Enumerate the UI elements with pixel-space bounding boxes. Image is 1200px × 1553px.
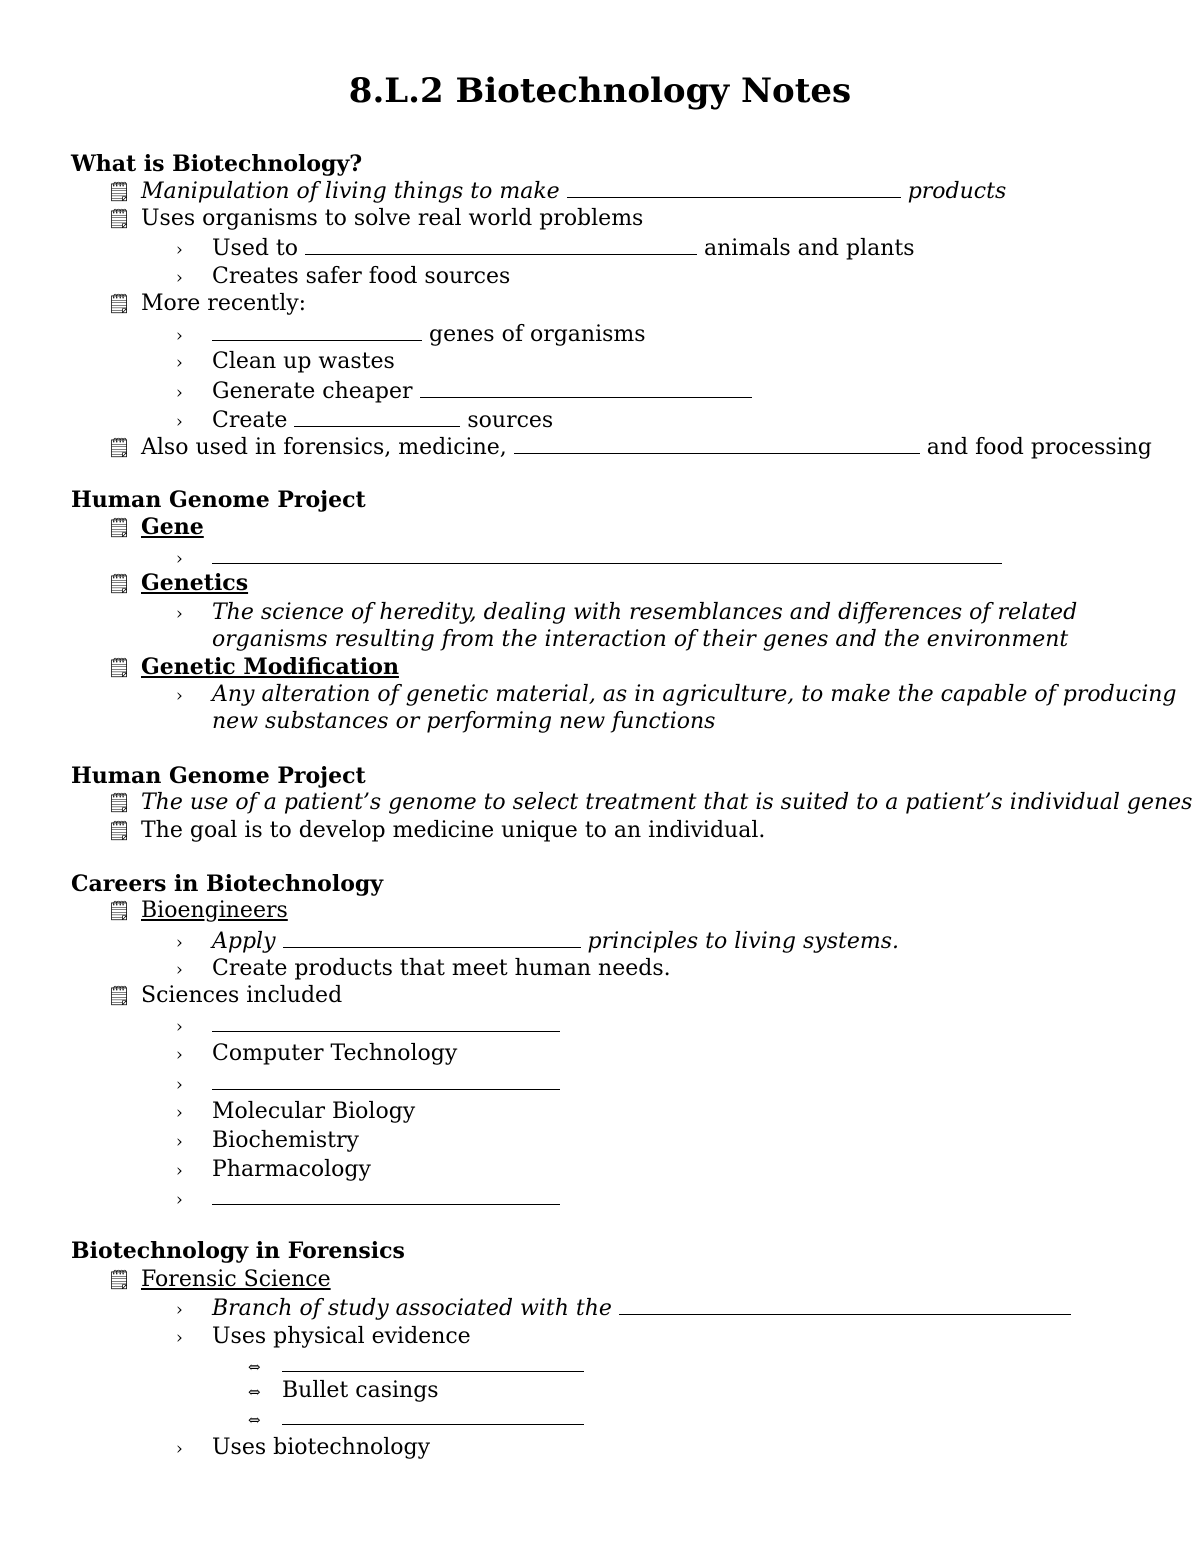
item-text: Create	[212, 408, 288, 433]
notepad-icon: 🗒	[107, 573, 132, 595]
chevron-right-icon: ›	[176, 326, 183, 346]
item-text: Bioengineers	[141, 898, 288, 923]
sub-list-item	[176, 1184, 560, 1212]
item-text: Molecular Biology	[212, 1099, 416, 1124]
item-text: Pharmacology	[212, 1157, 371, 1182]
section-heading-hgp: Human Genome Project	[71, 487, 366, 513]
list-item	[107, 569, 248, 597]
fill-in-blank[interactable]	[282, 1404, 584, 1425]
list-item	[107, 290, 306, 318]
sub-list-item	[176, 681, 1177, 709]
fill-in-blank[interactable]	[294, 406, 460, 427]
chevron-right-icon: ›	[176, 1190, 183, 1210]
chevron-right-icon: ›	[176, 412, 183, 432]
chevron-right-icon: ›	[176, 604, 183, 624]
sub-list-item	[176, 1294, 1071, 1322]
fill-in-blank[interactable]	[619, 1294, 1071, 1315]
fill-in-blank[interactable]	[212, 543, 1002, 564]
sub-list-item	[176, 406, 553, 434]
chevron-right-icon: ›	[176, 383, 183, 403]
notepad-icon: 🗒	[107, 900, 132, 922]
notepad-icon: 🗒	[107, 208, 132, 230]
item-text: Uses biotechnology	[212, 1435, 431, 1460]
item-text: Computer Technology	[212, 1041, 458, 1066]
chevron-right-icon: ›	[176, 1132, 183, 1152]
item-text: products	[907, 179, 1007, 204]
fill-in-blank[interactable]	[305, 234, 697, 255]
double-arrow-icon: ⇔	[248, 1358, 261, 1376]
section-heading-forensics: Biotechnology in Forensics	[71, 1238, 405, 1264]
item-text: Creates safer food sources	[212, 264, 511, 289]
sub-list-item	[176, 955, 671, 983]
sub-list-item	[176, 234, 915, 262]
fill-in-blank[interactable]	[420, 377, 752, 398]
item-text: Forensic Science	[141, 1267, 331, 1292]
list-item	[107, 897, 288, 925]
sub-list-item	[176, 263, 510, 291]
chevron-right-icon: ›	[176, 1161, 183, 1181]
item-text: Manipulation of living things to make	[141, 179, 560, 204]
sub-list-item	[176, 348, 395, 376]
chevron-right-icon: ›	[176, 686, 183, 706]
section-heading-hgp-2: Human Genome Project	[71, 763, 366, 789]
item-text: Uses organisms to solve real world problems	[141, 206, 644, 231]
chevron-right-icon: ›	[176, 240, 183, 260]
list-item	[107, 433, 1152, 461]
item-text: Create products that meet human needs.	[212, 956, 671, 981]
sub-list-item	[176, 1098, 415, 1126]
chevron-right-icon: ›	[176, 1045, 183, 1065]
item-text: Used to	[212, 236, 299, 261]
item-text: Biochemistry	[212, 1128, 359, 1153]
list-item	[107, 1266, 331, 1294]
definition-text: Any alteration of genetic material, as in agriculture, to make the capable of producing	[212, 682, 1177, 707]
item-text: and food processing	[926, 435, 1152, 460]
sub-sub-list-item	[248, 1404, 584, 1432]
sub-list-item	[176, 599, 1077, 627]
fill-in-blank[interactable]	[514, 433, 920, 454]
sub-list-item	[176, 1156, 371, 1184]
item-text: Also used in forensics, medicine,	[141, 435, 507, 460]
fill-in-blank[interactable]	[212, 320, 422, 341]
definition-text: The science of heredity, dealing with resemblances and differences of related	[212, 600, 1078, 625]
item-text: The goal is to develop medicine unique to an individual.	[141, 818, 766, 843]
chevron-right-icon: ›	[176, 353, 183, 373]
sub-list-item	[176, 377, 752, 405]
sub-sub-list-item	[248, 1377, 439, 1405]
chevron-right-icon: ›	[176, 1017, 183, 1037]
chevron-right-icon: ›	[176, 960, 183, 980]
definition-text: new substances or performing new functions	[212, 709, 716, 734]
notepad-icon: 🗒	[107, 657, 132, 679]
chevron-right-icon: ›	[176, 1328, 183, 1348]
notepad-icon: 🗒	[107, 181, 132, 203]
item-text: More recently:	[141, 291, 307, 316]
term-genetic-modification: Genetic Modification	[141, 654, 399, 680]
sub-list-item	[176, 1011, 560, 1039]
section-heading-careers: Careers in Biotechnology	[71, 871, 384, 897]
definition-text: organisms resulting from the interaction of their genes and the environment	[212, 627, 1069, 652]
chevron-right-icon: ›	[176, 933, 183, 953]
list-item	[107, 177, 1006, 205]
notepad-icon: 🗒	[107, 517, 132, 539]
sub-list-item	[176, 927, 899, 955]
list-item	[107, 982, 342, 1010]
double-arrow-icon: ⇔	[248, 1383, 261, 1401]
item-text: Uses physical evidence	[212, 1324, 471, 1349]
chevron-right-icon: ›	[176, 1439, 183, 1459]
chevron-right-icon: ›	[176, 268, 183, 288]
fill-in-blank[interactable]	[283, 927, 581, 948]
item-text: principles to living systems.	[587, 929, 899, 954]
sub-list-item	[176, 543, 1002, 571]
item-text: Branch of study associated with the	[212, 1296, 612, 1321]
sub-list-item	[176, 1069, 560, 1097]
item-text: Bullet casings	[282, 1378, 439, 1403]
fill-in-blank[interactable]	[212, 1184, 560, 1205]
notepad-icon: 🗒	[107, 985, 132, 1007]
notepad-icon: 🗒	[107, 1269, 132, 1291]
notepad-icon: 🗒	[107, 293, 132, 315]
item-text: Apply	[212, 929, 276, 954]
item-text: genes of organisms	[429, 322, 646, 347]
sub-list-item	[176, 1434, 430, 1462]
definition-continuation	[212, 626, 1068, 654]
list-item	[107, 205, 643, 233]
sub-list-item	[176, 1127, 359, 1155]
sub-list-item	[176, 1323, 471, 1351]
chevron-right-icon: ›	[176, 1300, 183, 1320]
notepad-icon: 🗒	[107, 437, 132, 459]
term-genetics: Genetics	[141, 570, 249, 596]
notepad-icon: 🗒	[107, 820, 132, 842]
sub-list-item	[176, 320, 646, 348]
item-text: animals and plants	[704, 236, 915, 261]
chevron-right-icon: ›	[176, 549, 183, 569]
item-text: sources	[467, 408, 554, 433]
term-gene: Gene	[141, 514, 204, 540]
sub-list-item	[176, 1040, 457, 1068]
fill-in-blank[interactable]	[212, 1011, 560, 1032]
chevron-right-icon: ›	[176, 1075, 183, 1095]
item-text: Sciences included	[141, 983, 343, 1008]
list-item	[107, 817, 765, 845]
item-text: Generate cheaper	[212, 379, 413, 404]
double-arrow-icon: ⇔	[248, 1411, 261, 1429]
sub-sub-list-item	[248, 1351, 584, 1379]
list-item	[107, 789, 1192, 817]
fill-in-blank[interactable]	[212, 1069, 560, 1090]
list-item	[107, 513, 204, 541]
section-heading-what-is: What is Biotechnology?	[71, 151, 363, 177]
item-text: Clean up wastes	[212, 349, 395, 374]
page-title: 8.L.2 Biotechnology Notes	[348, 71, 852, 111]
fill-in-blank[interactable]	[567, 177, 901, 198]
item-text: The use of a patient’s genome to select treatment that is suited to a patient’s individual genes	[141, 790, 1193, 815]
list-item	[107, 653, 399, 681]
chevron-right-icon: ›	[176, 1103, 183, 1123]
notepad-icon: 🗒	[107, 792, 132, 814]
fill-in-blank[interactable]	[282, 1351, 584, 1372]
definition-continuation	[212, 708, 715, 736]
